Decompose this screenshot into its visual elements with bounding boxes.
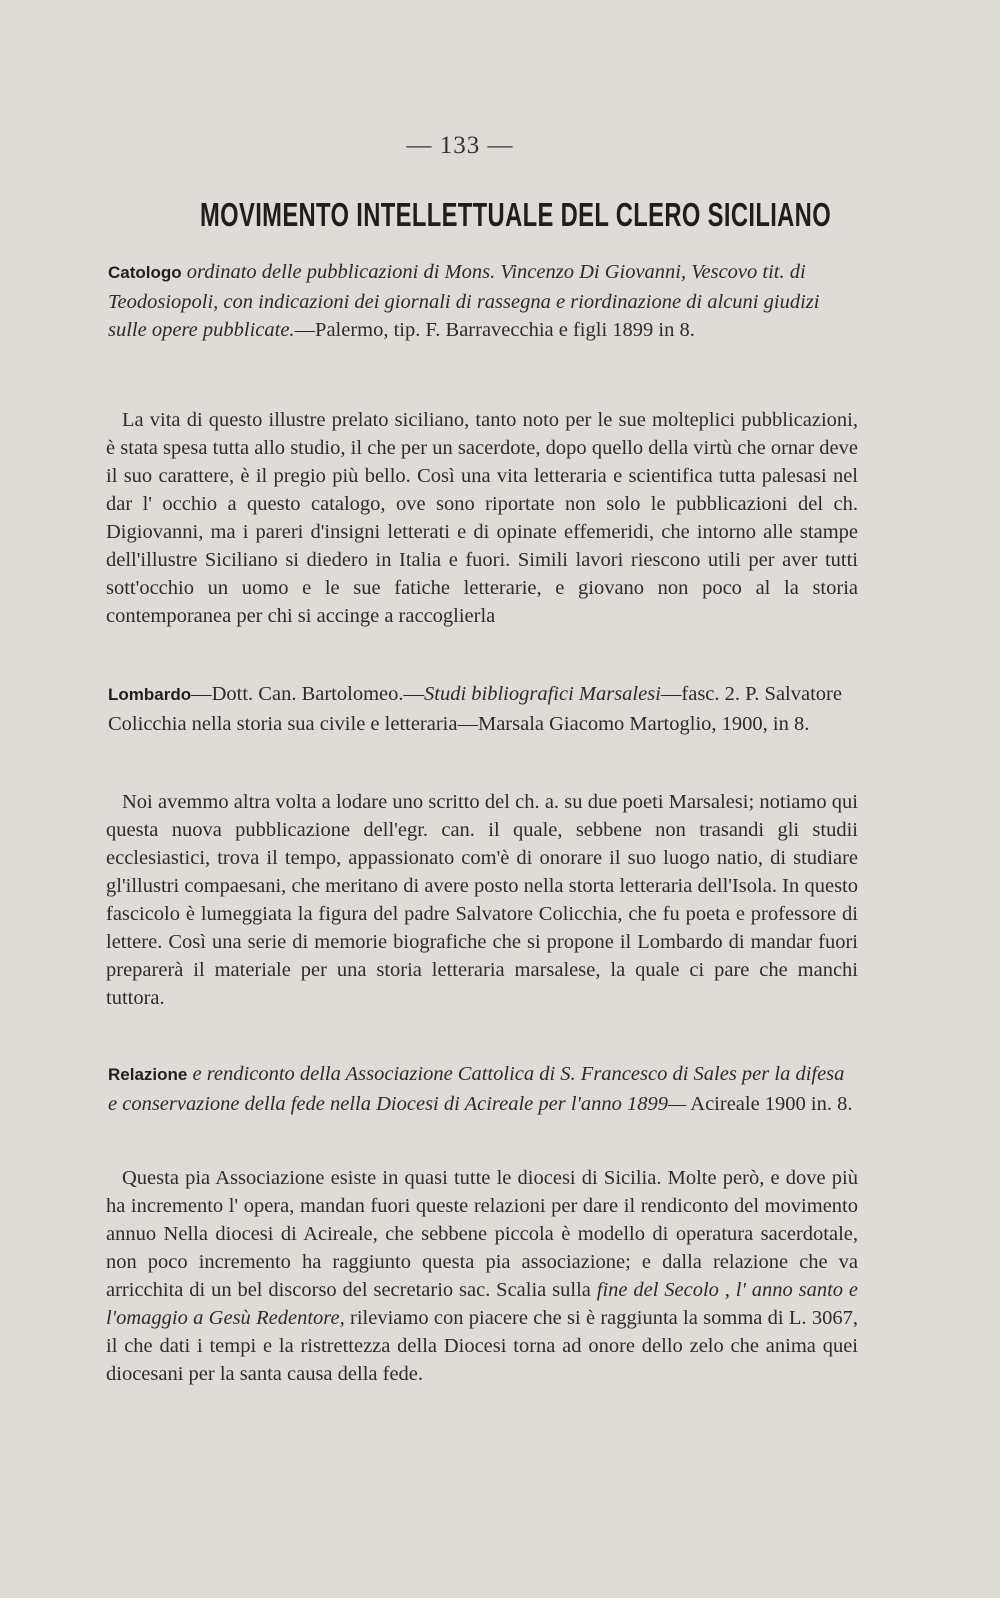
page-number: — 133 —	[406, 132, 514, 159]
entry-review-3	[106, 1164, 858, 1388]
entry-author: —Dott. Can. Bartolomeo.—	[191, 683, 424, 705]
entry-title: ordinato delle pubblicazioni di Mons. Vincenzo Di Giovanni, Vescovo tit. di Teodosiopoli, con indicazioni dei giornali di rassegna e riordinazione di alcuni giudizi sulle opere pubblicate.	[108, 261, 820, 342]
entry-lead-word: Relazione	[108, 1065, 188, 1084]
entry-review-2: Noi avemmo altra volta a lodare uno scritto del ch. a. su due poeti Marsalesi; notiamo qui questa nuova pubblicazione dell'egr. can. il quale, sebbene non trasandi gli studii ecclesiastici, trova il tempo, appassionato com'è di onorare il suo luogo natio, di studiare gl'illustri compaesani, che meritano di avere posto nella storta letteraria dell'Isola. In questo fascicolo è lumeggiata la figura del padre Salvatore Colicchia, che fu poeta e professore di lettere. Così una serie di memorie biografiche che si propone il Lombardo di mandar fuori preparerà il materiale per una storia letteraria marsalese, la quale ci pare che manchi tuttora.	[106, 791, 858, 1009]
catalog-entry-1	[108, 258, 854, 345]
entry-title: Studi bibliografici Marsalesi	[424, 683, 661, 705]
catalog-entry-3	[108, 1060, 854, 1118]
entry-imprint: —fasc. 2. P. Salvatore Colicchia nella storia sua civile e letteraria—Marsala Giacomo Martoglio, 1900, in 8.	[108, 683, 842, 735]
entry-review-1: La vita di questo illustre prelato siciliano, tanto noto per le sue molteplici pubblicazioni, è stata spesa tutta allo studio, il che per un sacerdote, dopo quello della virtù che ornar deve il suo carattere, è il pregio più bello. Così una vita letteraria e scientifica tutta palesasi nel dar l' occhio a questo catalogo, ove sono riportate non solo le pubblicazioni del ch. Digiovanni, ma i pareri d'insigni letterati e di opinate effemeridi, che intorno alle stampe dell'illustre Siciliano si diedero in Italia e fuori. Simili lavori riescono utili per aver tutti sott'occhio un uomo e le sue fatiche letterarie, e giovano non poco al la storia contemporanea per chi si accinge a raccoglierla	[106, 409, 858, 627]
review-text: rileviamo con piacere che si è raggiunta la somma di L. 3067, il che dati i tempi e la ristrettezza della Diocesi torna ad onore dello zelo che anima quei diocesani per la santa causa della fede.	[106, 1307, 858, 1385]
entry-lead-word: Lombardo	[108, 685, 192, 704]
entry-title: e rendiconto della Associazione Cattolica di S. Francesco di Sales per la difesa e conservazione della fede nella Diocesi di Acireale per l'anno 1899—	[108, 1063, 845, 1115]
section-heading: MOVIMENTO INTELLETTUALE DEL CLERO SICILIANO	[200, 196, 832, 233]
review-italic-title: fine del Secolo , l' anno santo e l'omaggio a Gesù Redentore,	[106, 1279, 859, 1329]
entry-lead-word: Catologo	[108, 263, 182, 282]
entry-imprint: —Palermo, tip. F. Barravecchia e figli 1899 in 8.	[294, 319, 695, 342]
entry-imprint: Acireale 1900 in. 8.	[690, 1092, 853, 1115]
catalog-entry-2	[108, 680, 854, 738]
review-text: Questa pia Associazione esiste in quasi tutte le diocesi di Sicilia. Molte però, e dove più ha incremento l' opera, mandan fuori queste relazioni per dare il rendiconto del movimento annuo Nella diocesi di Acireale, che sebbene piccola è modello di operatura sacerdotale, non poco incremento ha raggiunto questa pia associazione; e dalla relazione che va arricchita di un bel discorso del secretario sac. Scalia sulla	[106, 1167, 858, 1301]
